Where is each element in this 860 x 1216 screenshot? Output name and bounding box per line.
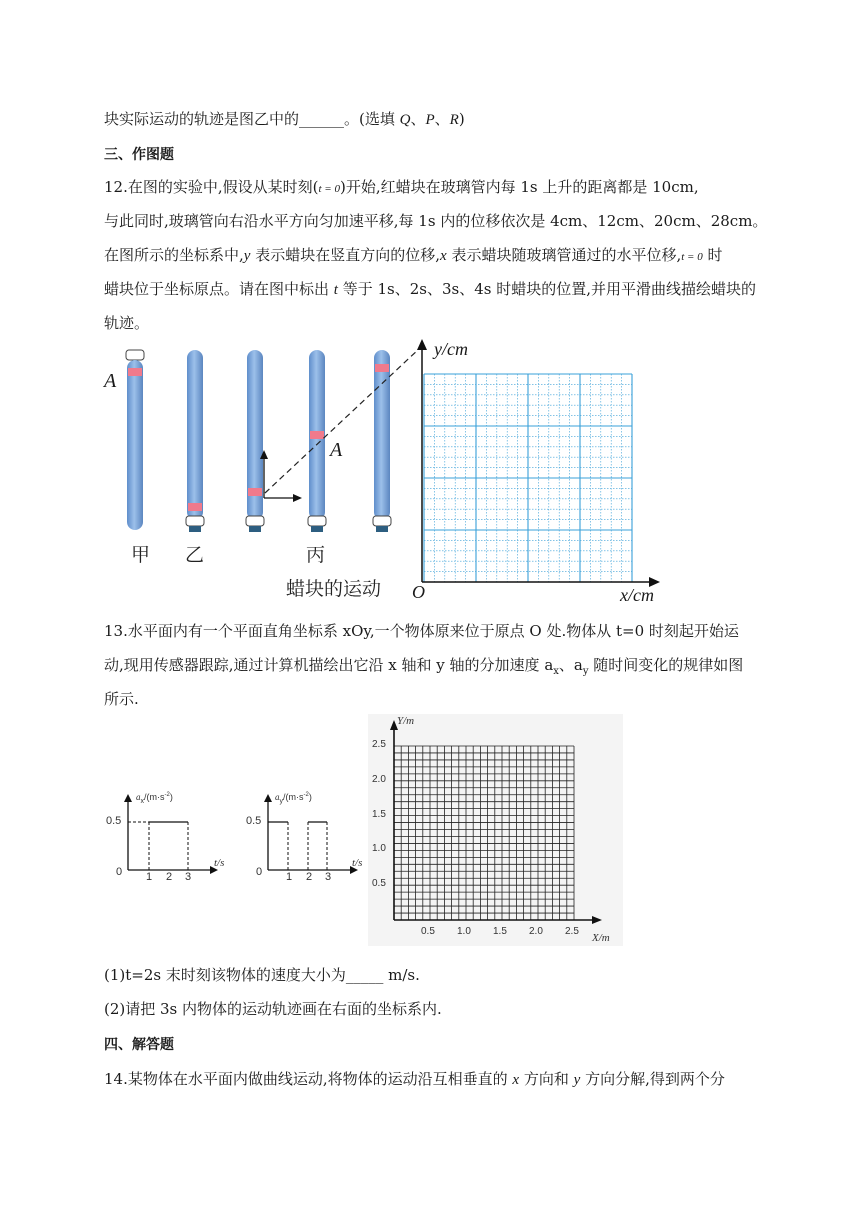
ay-t-unit: t/s	[352, 857, 363, 869]
wax-block-experiment-figure	[100, 338, 670, 608]
q13-sub-2: (2)请把 3s 内物体的运动轨迹画在右面的坐标系内.	[104, 1000, 442, 1018]
tube-yi	[186, 350, 204, 532]
label-jia: 甲	[131, 544, 151, 566]
X-tick-label: 0.5	[421, 926, 435, 937]
label-A-mid: A	[330, 439, 343, 461]
q12-line-4: 蜡块位于坐标原点。请在图中标出 t 等于 1s、2s、3s、4s 时蜡块的位置,并用平滑曲线描绘蜡块的	[104, 280, 756, 298]
Y-tick-label: 1.5	[372, 808, 386, 820]
label-yi: 乙	[185, 544, 205, 566]
ax-t-unit: t/s	[214, 857, 225, 869]
label-A-left: A	[104, 370, 117, 392]
q13-line-2: 动,现用传感器跟踪,通过计算机描绘出它沿 x 轴和 y 轴的分加速度 $a_x$、$a_y$ 随时间变化的规律如图	[104, 656, 744, 677]
Y-tick-label: 2.0	[372, 773, 386, 785]
q12-line-2: 与此同时,玻璃管向右沿水平方向匀加速平移,每 1s 内的位移依次是 4cm、12cm、20cm、28cm。	[104, 212, 768, 230]
Y-axis-label: Y/m	[397, 715, 415, 727]
wax-block	[128, 368, 142, 376]
X-tick-label: 1.0	[457, 926, 471, 937]
q14-line-1: 14.某物体在水平面内做曲线运动,将物体的运动沿互相垂直的 x 方向和 y 方向分解,得到两个分	[104, 1070, 725, 1088]
ax-tick-0: 0	[116, 866, 123, 878]
ay-tick-05: 0.5	[246, 815, 262, 827]
section-heading-3: 三、作图题	[104, 147, 174, 163]
y-axis-label: y/cm	[434, 339, 468, 359]
right-arrow-icon	[293, 494, 302, 502]
ax-tick-05: 0.5	[106, 815, 122, 827]
dashed-trajectory-line	[265, 348, 420, 493]
q13-line-3: 所示.	[104, 690, 139, 708]
tube-bing-1	[246, 350, 264, 532]
x-axis-label: x/cm	[620, 585, 654, 605]
ay-tick-2: 2	[306, 871, 313, 883]
wax-block	[248, 488, 262, 496]
ay-tick-1: 1	[286, 871, 293, 883]
ax-axis-title: $a_x/(m\cdot s^{-2})$	[136, 792, 173, 805]
X-tick-label: 2.0	[529, 926, 543, 937]
Y-tick-label: 2.5	[372, 739, 386, 750]
X-tick-label: 2.5	[565, 926, 579, 937]
xy-grid-figure	[368, 714, 623, 946]
origin-label: O	[412, 582, 425, 602]
figure-caption: 蜡块的运动	[286, 578, 382, 600]
Y-tick-label: 1.0	[372, 843, 386, 855]
ax-tick-2: 2	[166, 871, 173, 883]
tube-jia	[126, 350, 144, 530]
q12-line-1: 12.在图的实验中,假设从某时刻(t = 0)开始,红蜡块在玻璃管内每 1s 上升的距离都是 10cm,	[104, 178, 699, 196]
ax-tick-1: 1	[146, 871, 153, 883]
y-axis-arrow-icon	[417, 339, 427, 350]
answer-line-q11: 块实际运动的轨迹是图乙中的______。(选填 Q、P、R)	[104, 110, 465, 128]
ay-axis-title: $a_y/(m\cdot s^{-2})$	[275, 792, 312, 805]
wax-block	[310, 431, 324, 439]
coordinate-grid	[424, 374, 632, 582]
label-bing: 丙	[306, 544, 326, 566]
section-heading-4: 四、解答题	[104, 1037, 174, 1053]
ay-tick-0: 0	[256, 866, 263, 878]
q13-line-1: 13.水平面内有一个平面直角坐标系 xOy,一个物体原来位于原点 O 处.物体从 t=0 时刻起开始运	[104, 622, 739, 640]
X-axis-label: X/m	[592, 932, 610, 944]
X-tick-label: 1.5	[493, 926, 507, 937]
ax-tick-3: 3	[185, 871, 192, 883]
ay-tick-3: 3	[325, 871, 332, 883]
tube-bing-3	[373, 350, 391, 532]
wax-block	[375, 364, 389, 372]
q12-line-5: 轨迹。	[104, 314, 150, 332]
wax-block	[188, 503, 202, 511]
q12-line-3: 在图所示的坐标系中,y 表示蜡块在竖直方向的位移,x 表示蜡块随玻璃管通过的水平位移,t = 0 时	[104, 246, 723, 264]
tube-bing-2	[308, 350, 326, 532]
Y-tick-label: 0.5	[372, 878, 386, 890]
q13-sub-1: (1)t=2s 末时刻该物体的速度大小为_____ m/s.	[104, 966, 420, 984]
